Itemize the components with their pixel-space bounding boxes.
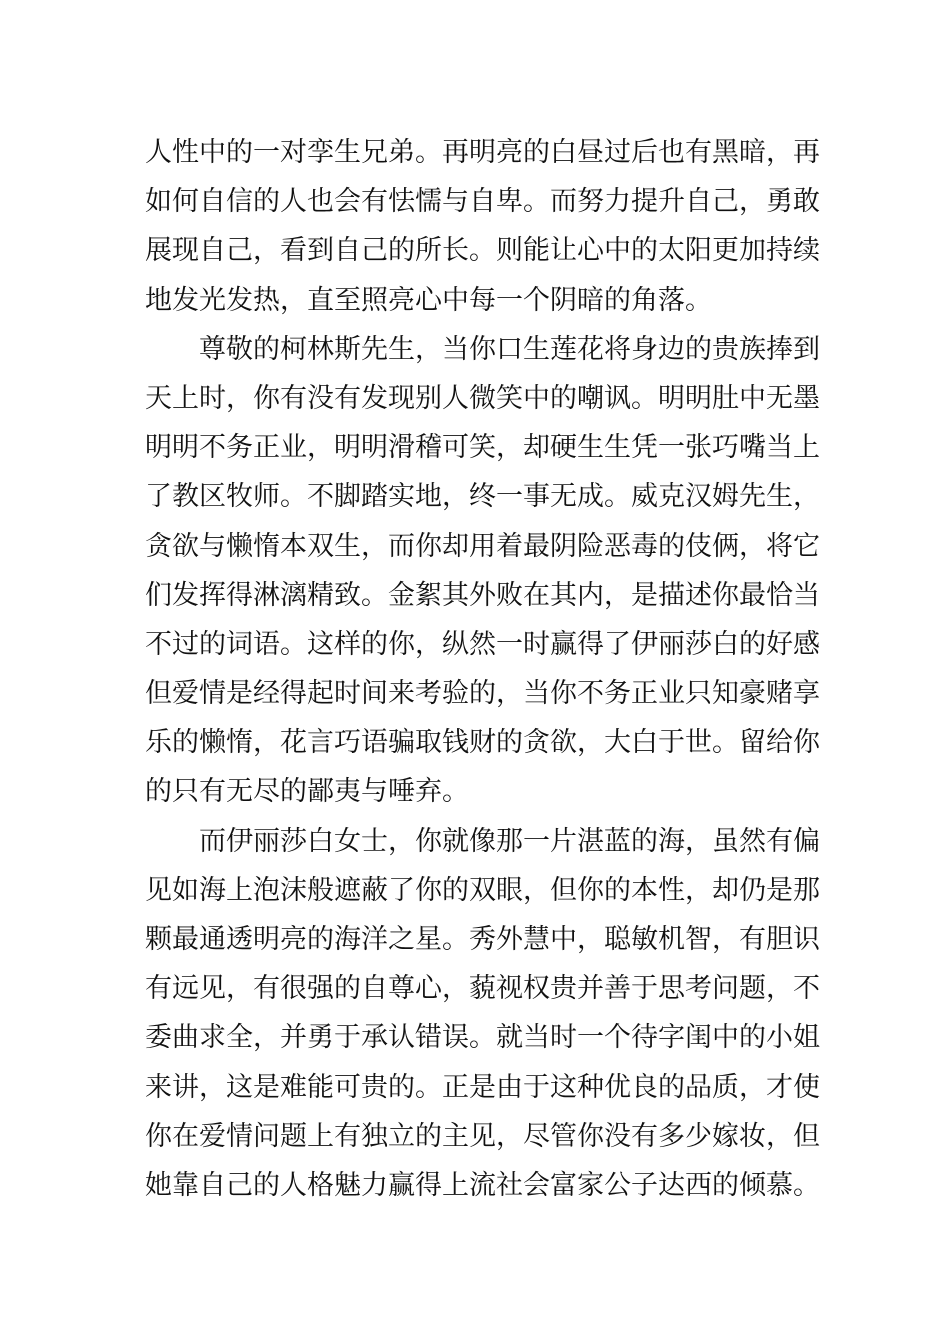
text-line: 有远见，有很强的自尊心，藐视权贵并善于思考问题，不 bbox=[145, 973, 820, 1005]
paragraph-first-line: 而伊丽莎白女士，你就像那一片湛蓝的海，虽然有偏 bbox=[199, 825, 820, 857]
text-line: 的只有无尽的鄙夷与唾弃。 bbox=[145, 776, 469, 808]
text-line: 颗最通透明亮的海洋之星。秀外慧中，聪敏机智，有胆识 bbox=[145, 924, 820, 955]
text-line: 人性中的一对孪生兄弟。再明亮的白昼过后也有黑暗，再 bbox=[145, 137, 820, 168]
text-line: 她靠自己的人格魅力赢得上流社会富家公子达西的倾慕。 bbox=[145, 1169, 820, 1201]
text-line: 但爱情是经得起时间来考验的，当你不务正业只知豪赌享 bbox=[145, 678, 820, 710]
text-line: 天上时，你有没有发现别人微笑中的嘲讽。明明肚中无墨 bbox=[145, 382, 820, 414]
text-line: 展现自己，看到自己的所长。则能让心中的太阳更加持续 bbox=[145, 235, 820, 267]
text-line: 委曲求全，并勇于承认错误。就当时一个待字闺中的小姐 bbox=[145, 1022, 820, 1054]
paragraph-first-line: 尊敬的柯林斯先生，当你口生莲花将身边的贵族捧到 bbox=[199, 333, 820, 365]
text-line: 们发挥得淋漓精致。金絮其外败在其内，是描述你最恰当 bbox=[145, 579, 820, 611]
text-line: 来讲，这是难能可贵的。正是由于这种优良的品质，才使 bbox=[145, 1071, 820, 1103]
text-line: 不过的词语。这样的你，纵然一时赢得了伊丽莎白的好感 bbox=[145, 628, 820, 660]
text-line: 贪欲与懒惰本双生，而你却用着最阴险恶毒的伎俩，将它 bbox=[145, 530, 820, 562]
text-line: 如何自信的人也会有怯懦与自卑。而努力提升自己，勇敢 bbox=[145, 186, 820, 218]
text-line: 明明不务正业，明明滑稽可笑，却硬生生凭一张巧嘴当上 bbox=[145, 432, 820, 464]
text-line: 乐的懒惰，花言巧语骗取钱财的贪欲，大白于世。留给你 bbox=[145, 727, 820, 759]
document-body bbox=[145, 128, 820, 1210]
text-line: 地发光发热，直至照亮心中每一个阴暗的角落。 bbox=[145, 284, 712, 316]
text-line: 你在爱情问题上有独立的主见，尽管你没有多少嫁妆，但 bbox=[145, 1120, 820, 1152]
text-line: 见如海上泡沫般遮蔽了你的双眼，但你的本性，却仍是那 bbox=[145, 874, 820, 906]
text-line: 了教区牧师。不脚踏实地，终一事无成。威克汉姆先生， bbox=[145, 481, 820, 513]
